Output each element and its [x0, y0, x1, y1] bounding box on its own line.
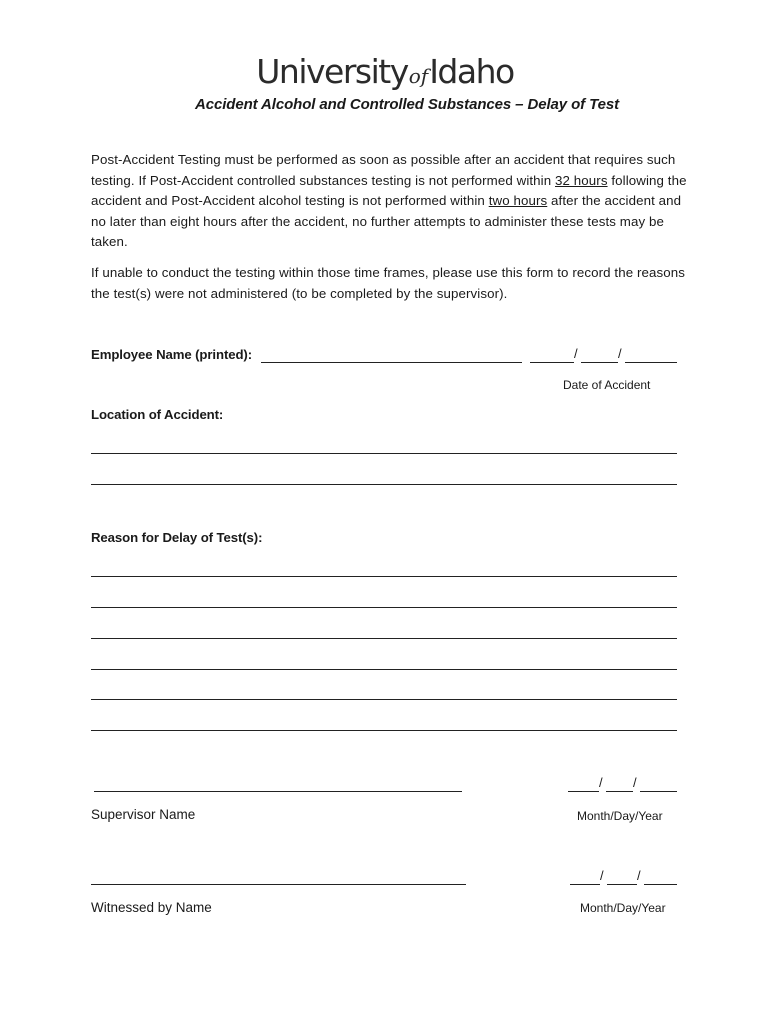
intro-text-b: following the accident and Post-Accident alcohol testing is not performed within [91, 172, 687, 209]
intro-text-c: after the accident and no later than eight hours after the accident, no further attempts to administer these tests may be taken. [91, 193, 682, 250]
intro-two-hours: two hours [488, 193, 548, 209]
accident-month-field[interactable] [530, 362, 574, 363]
instructions-paragraph: If unable to conduct the testing within those time frames, please use this form to record the reasons the test(s) were not administered (to be completed by the supervisor). [91, 265, 685, 301]
university-of-idaho-logo [0, 52, 770, 91]
location-line-2[interactable] [91, 484, 677, 485]
date-slash: / [600, 868, 604, 883]
reason-label: Reason for Delay of Test(s): [91, 530, 263, 545]
date-slash: / [574, 346, 578, 361]
accident-year-field[interactable] [625, 362, 677, 363]
witness-name-field[interactable] [91, 884, 466, 885]
intro-text-a: Post-Accident Testing must be performed as soon as possible after an accident that requires such testing. If Post-Accident controlled substances testing is not performed within [91, 152, 676, 188]
date-slash: / [633, 775, 637, 790]
reason-line-3[interactable] [91, 638, 677, 639]
supervisor-month-field[interactable] [568, 791, 599, 792]
witness-month-field[interactable] [570, 884, 600, 885]
supervisor-name-caption: Supervisor Name [91, 807, 196, 822]
supervisor-day-field[interactable] [606, 791, 633, 792]
supervisor-year-field[interactable] [640, 791, 677, 792]
form-title: Accident Alcohol and Controlled Substances – Delay of Test [194, 96, 619, 113]
reason-line-5[interactable] [91, 699, 677, 700]
logo-of-text: of [408, 64, 429, 88]
witness-year-field[interactable] [644, 884, 677, 885]
logo-university-text: University [256, 52, 408, 91]
location-line-1[interactable] [91, 453, 677, 454]
supervisor-date-caption: Month/Day/Year [577, 809, 663, 823]
reason-line-2[interactable] [91, 607, 677, 608]
reason-line-6[interactable] [91, 730, 677, 731]
date-slash: / [637, 868, 641, 883]
witness-name-caption: Witnessed by Name [91, 900, 212, 915]
witness-date-caption: Month/Day/Year [580, 901, 666, 915]
date-of-accident-caption: Date of Accident [563, 378, 651, 392]
employee-name-field[interactable] [261, 362, 522, 363]
witness-day-field[interactable] [607, 884, 637, 885]
supervisor-name-field[interactable] [94, 791, 462, 792]
date-slash: / [599, 775, 603, 790]
employee-name-label: Employee Name (printed): [91, 347, 253, 362]
accident-day-field[interactable] [581, 362, 618, 363]
logo-idaho-text: Idaho [429, 52, 514, 91]
location-label: Location of Accident: [91, 407, 224, 422]
intro-32-hours: 32 hours [555, 172, 608, 188]
reason-line-1[interactable] [91, 576, 677, 577]
intro-paragraph [91, 150, 691, 253]
date-slash: / [618, 346, 622, 361]
reason-line-4[interactable] [91, 669, 677, 670]
